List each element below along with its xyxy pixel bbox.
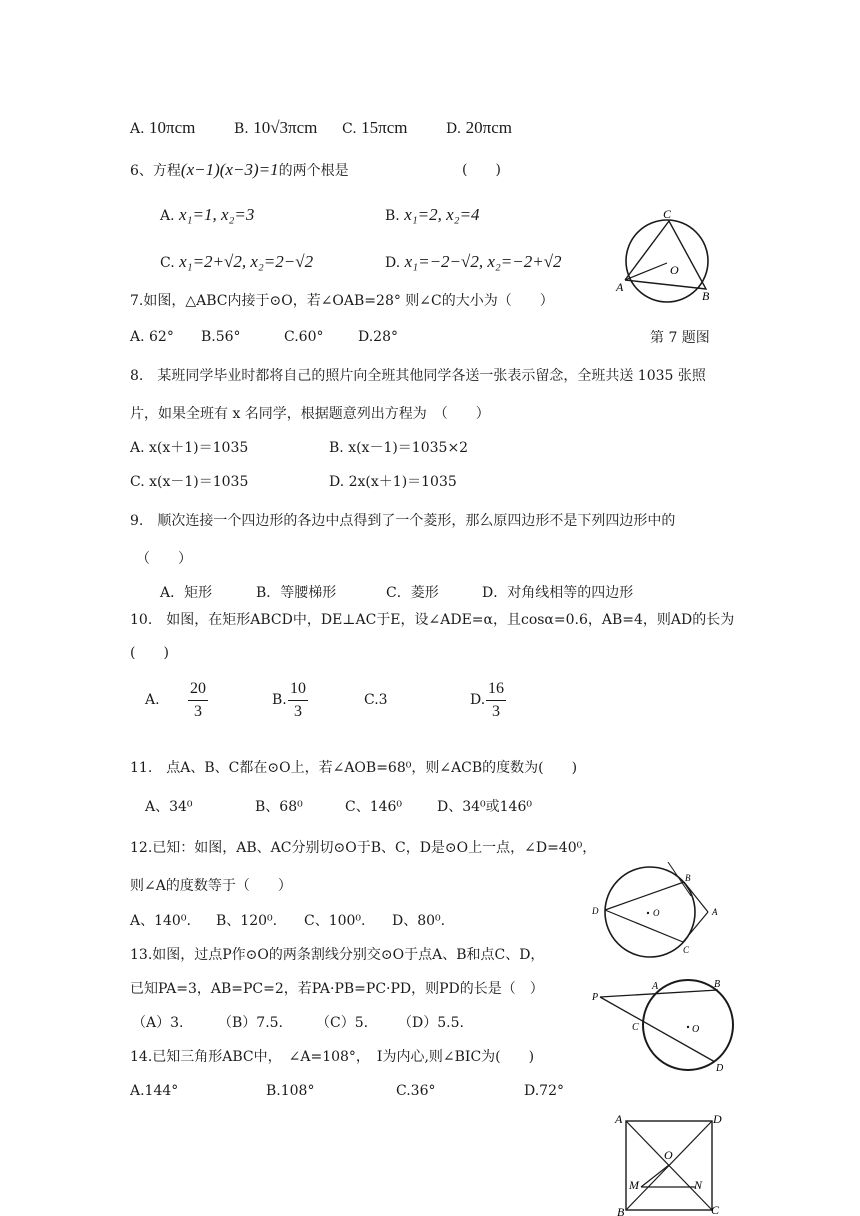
q6-b-label: B. — [385, 208, 400, 224]
q5-option-c — [342, 118, 407, 139]
q13-option-c: （C）5. — [316, 1015, 369, 1031]
square-label-m: M — [629, 1178, 639, 1192]
q10-option-c: C.3 — [364, 692, 388, 708]
q10-a-fraction — [188, 678, 208, 723]
q7-option-d: D.28° — [358, 329, 398, 345]
q5-b-value: 10√3πcm — [253, 118, 318, 137]
q12-circle — [605, 867, 695, 957]
q6-option-a — [160, 205, 254, 226]
q6-option-c — [160, 252, 313, 273]
q10-a-label: A. — [145, 692, 160, 708]
q13-option-d: （D）5.5. — [398, 1015, 464, 1031]
q6-c-value: x₁=2+√2, x₂=2−√2 — [179, 252, 314, 271]
q9-option-a: A．矩形 — [160, 585, 213, 601]
q8-option-b: B. x(x－1)＝1035×2 — [329, 440, 469, 456]
q9-option-c: C．菱形 — [386, 585, 439, 601]
q9-stem-line2: （ ） — [136, 551, 192, 567]
q10-d-denominator: 3 — [492, 703, 500, 720]
q10-d-numerator: 16 — [486, 678, 506, 701]
q10-d-fraction — [486, 678, 506, 723]
square-label-c: C — [711, 1203, 720, 1216]
square-figure — [612, 1108, 728, 1216]
square-label-a: A — [615, 1112, 623, 1126]
q6-option-b — [385, 205, 480, 226]
q13-center-dot — [687, 1026, 689, 1028]
q12-chord-dc — [605, 910, 683, 942]
q12-option-c: C、100⁰. — [304, 913, 366, 929]
q10-stem-line2: ( ) — [130, 645, 169, 661]
q5-option-a — [130, 118, 195, 139]
q5-c-label: C. — [342, 121, 357, 137]
q10-d-label: D. — [470, 692, 486, 708]
q13-label-c: C — [632, 1022, 639, 1033]
q14-option-c: C.36° — [396, 1083, 436, 1099]
q8-option-a: A. x(x＋1)＝1035 — [130, 440, 249, 456]
q9-stem-line1: 9. 顺次连接一个四边形的各边中点得到了一个菱形，那么原四边形不是下列四边形中的 — [130, 513, 676, 529]
q11-option-c: C、146⁰ — [345, 799, 403, 815]
q12-stem-line1: 12.已知：如图，AB、AC分别切⊙O于B、C，D是⊙O上一点，∠D=40⁰， — [130, 840, 597, 856]
square-label-d: D — [713, 1112, 722, 1126]
q7-figure — [612, 205, 724, 305]
q13-option-a: （A）3. — [132, 1015, 184, 1031]
q10-b-label: B. — [272, 692, 287, 708]
q6-a-value: x₁=1, x₂=3 — [179, 205, 255, 224]
q5-d-value: 20πcm — [465, 118, 512, 137]
q6-stem-prefix: 6、方程 — [130, 163, 181, 179]
q12-label-o: O — [653, 908, 660, 918]
q7-option-a: A. 62° — [130, 329, 174, 345]
q14-stem: 14.已知三角形ABC中， ∠A=108°， I为内心,则∠BIC为( ) — [130, 1049, 535, 1065]
q13-stem-line1: 13.如图，过点P作⊙O的两条割线分别交⊙O于点A、B和点C、D， — [130, 947, 545, 963]
q9-option-d: D．对角线相等的四边形 — [482, 585, 634, 601]
q14-option-b: B.108° — [266, 1083, 315, 1099]
q5-c-value: 15πcm — [361, 118, 408, 137]
q12-option-a: A、140⁰. — [130, 913, 191, 929]
q14-option-d: D.72° — [524, 1083, 564, 1099]
q14-option-a: A.144° — [130, 1083, 179, 1099]
q7-label-c: C — [663, 207, 672, 221]
q10-b-numerator: 10 — [288, 678, 308, 701]
q6-stem — [130, 160, 349, 181]
q10-a-denominator: 3 — [194, 703, 202, 720]
q8-option-d: D. 2x(x＋1)＝1035 — [329, 474, 457, 490]
q7-triangle — [625, 221, 706, 289]
q7-option-b: B.56° — [201, 329, 241, 345]
q12-label-c: C — [683, 945, 690, 955]
q6-d-value: x₁=−2−√2, x₂=−2+√2 — [404, 252, 562, 271]
square-label-b: B — [617, 1205, 625, 1216]
q5-b-label: B. — [234, 121, 249, 137]
q12-tangent-ab — [684, 882, 708, 912]
q6-d-label: D. — [385, 255, 401, 271]
q13-stem-line2: 已知PA=3，AB=PC=2，若PA·PB=PC·PD，则PD的长是（ ） — [130, 981, 544, 997]
q12-label-d: D — [592, 906, 599, 916]
q13-label-a: A — [652, 981, 659, 992]
q13-label-d: D — [716, 1063, 724, 1074]
q13-figure — [588, 975, 738, 1075]
q11-option-a: A、34⁰ — [145, 799, 193, 815]
q5-option-d — [446, 118, 512, 139]
q10-b-denominator: 3 — [294, 703, 302, 720]
q6-equation: (x−1)(x−3)=1 — [180, 160, 279, 179]
q12-label-b: B — [685, 873, 691, 883]
q10-b-fraction — [288, 678, 308, 723]
q12-label-a: A — [712, 907, 718, 917]
q7-label-b: B — [702, 289, 710, 303]
q6-stem-suffix: 的两个根是 — [278, 163, 349, 179]
q12-figure — [588, 862, 726, 962]
q6-c-label: C. — [160, 255, 175, 271]
q6-b-value: x₁=2, x₂=4 — [404, 205, 480, 224]
q12-center-dot — [647, 912, 649, 914]
q11-option-d: D、34⁰或146⁰ — [437, 799, 532, 815]
q5-a-label: A. — [130, 121, 145, 137]
q13-label-p: P — [592, 992, 599, 1003]
q12-chord-db — [605, 882, 684, 910]
q11-option-b: B、68⁰ — [255, 799, 303, 815]
q11-stem: 11. 点A、B、C都在⊙O上，若∠AOB=68⁰，则∠ACB的度数为( ) — [130, 760, 578, 776]
q5-a-value: 10πcm — [149, 118, 196, 137]
q8-stem-line2: 片，如果全班有 x 名同学，根据题意列出方程为 （ ） — [130, 406, 490, 422]
q7-stem: 7.如图，△ABC内接于⊙O，若∠OAB=28° 则∠C的大小为（ ） — [130, 293, 554, 309]
q6-option-d — [385, 252, 562, 273]
q5-d-label: D. — [446, 121, 462, 137]
q6-a-label: A. — [160, 208, 175, 224]
q12-stem-line2: 则∠A的度数等于（ ） — [130, 878, 292, 894]
square-label-n: N — [694, 1178, 703, 1192]
q13-option-b: （B）7.5. — [218, 1015, 284, 1031]
q7-label-o: O — [670, 263, 679, 277]
q9-option-b: B．等腰梯形 — [256, 585, 337, 601]
q13-label-o: O — [692, 1024, 700, 1035]
q12-option-d: D、80⁰. — [392, 913, 446, 929]
q12-option-b: B、120⁰. — [216, 913, 278, 929]
q10-a-numerator: 20 — [188, 678, 208, 701]
square-segment-mo — [641, 1165, 669, 1187]
square-label-o: O — [664, 1148, 673, 1162]
q7-option-c: C.60° — [284, 329, 324, 345]
q5-option-b — [234, 118, 317, 139]
q7-figure-caption: 第 7 题图 — [650, 330, 710, 346]
q8-option-c: C. x(x－1)＝1035 — [130, 474, 249, 490]
q7-label-a: A — [616, 280, 624, 294]
q8-stem-line1: 8. 某班同学毕业时都将自己的照片向全班其他同学各送一张表示留念，全班共送 1035 张照 — [130, 368, 706, 384]
q10-stem-line1: 10. 如图，在矩形ABCD中，DE⊥AC于E，设∠ADE=α，且cosα=0.6，AB=4，则AD的长为 — [130, 612, 735, 628]
q13-label-b: B — [714, 979, 721, 990]
q6-answer-paren: ( ) — [462, 162, 501, 178]
